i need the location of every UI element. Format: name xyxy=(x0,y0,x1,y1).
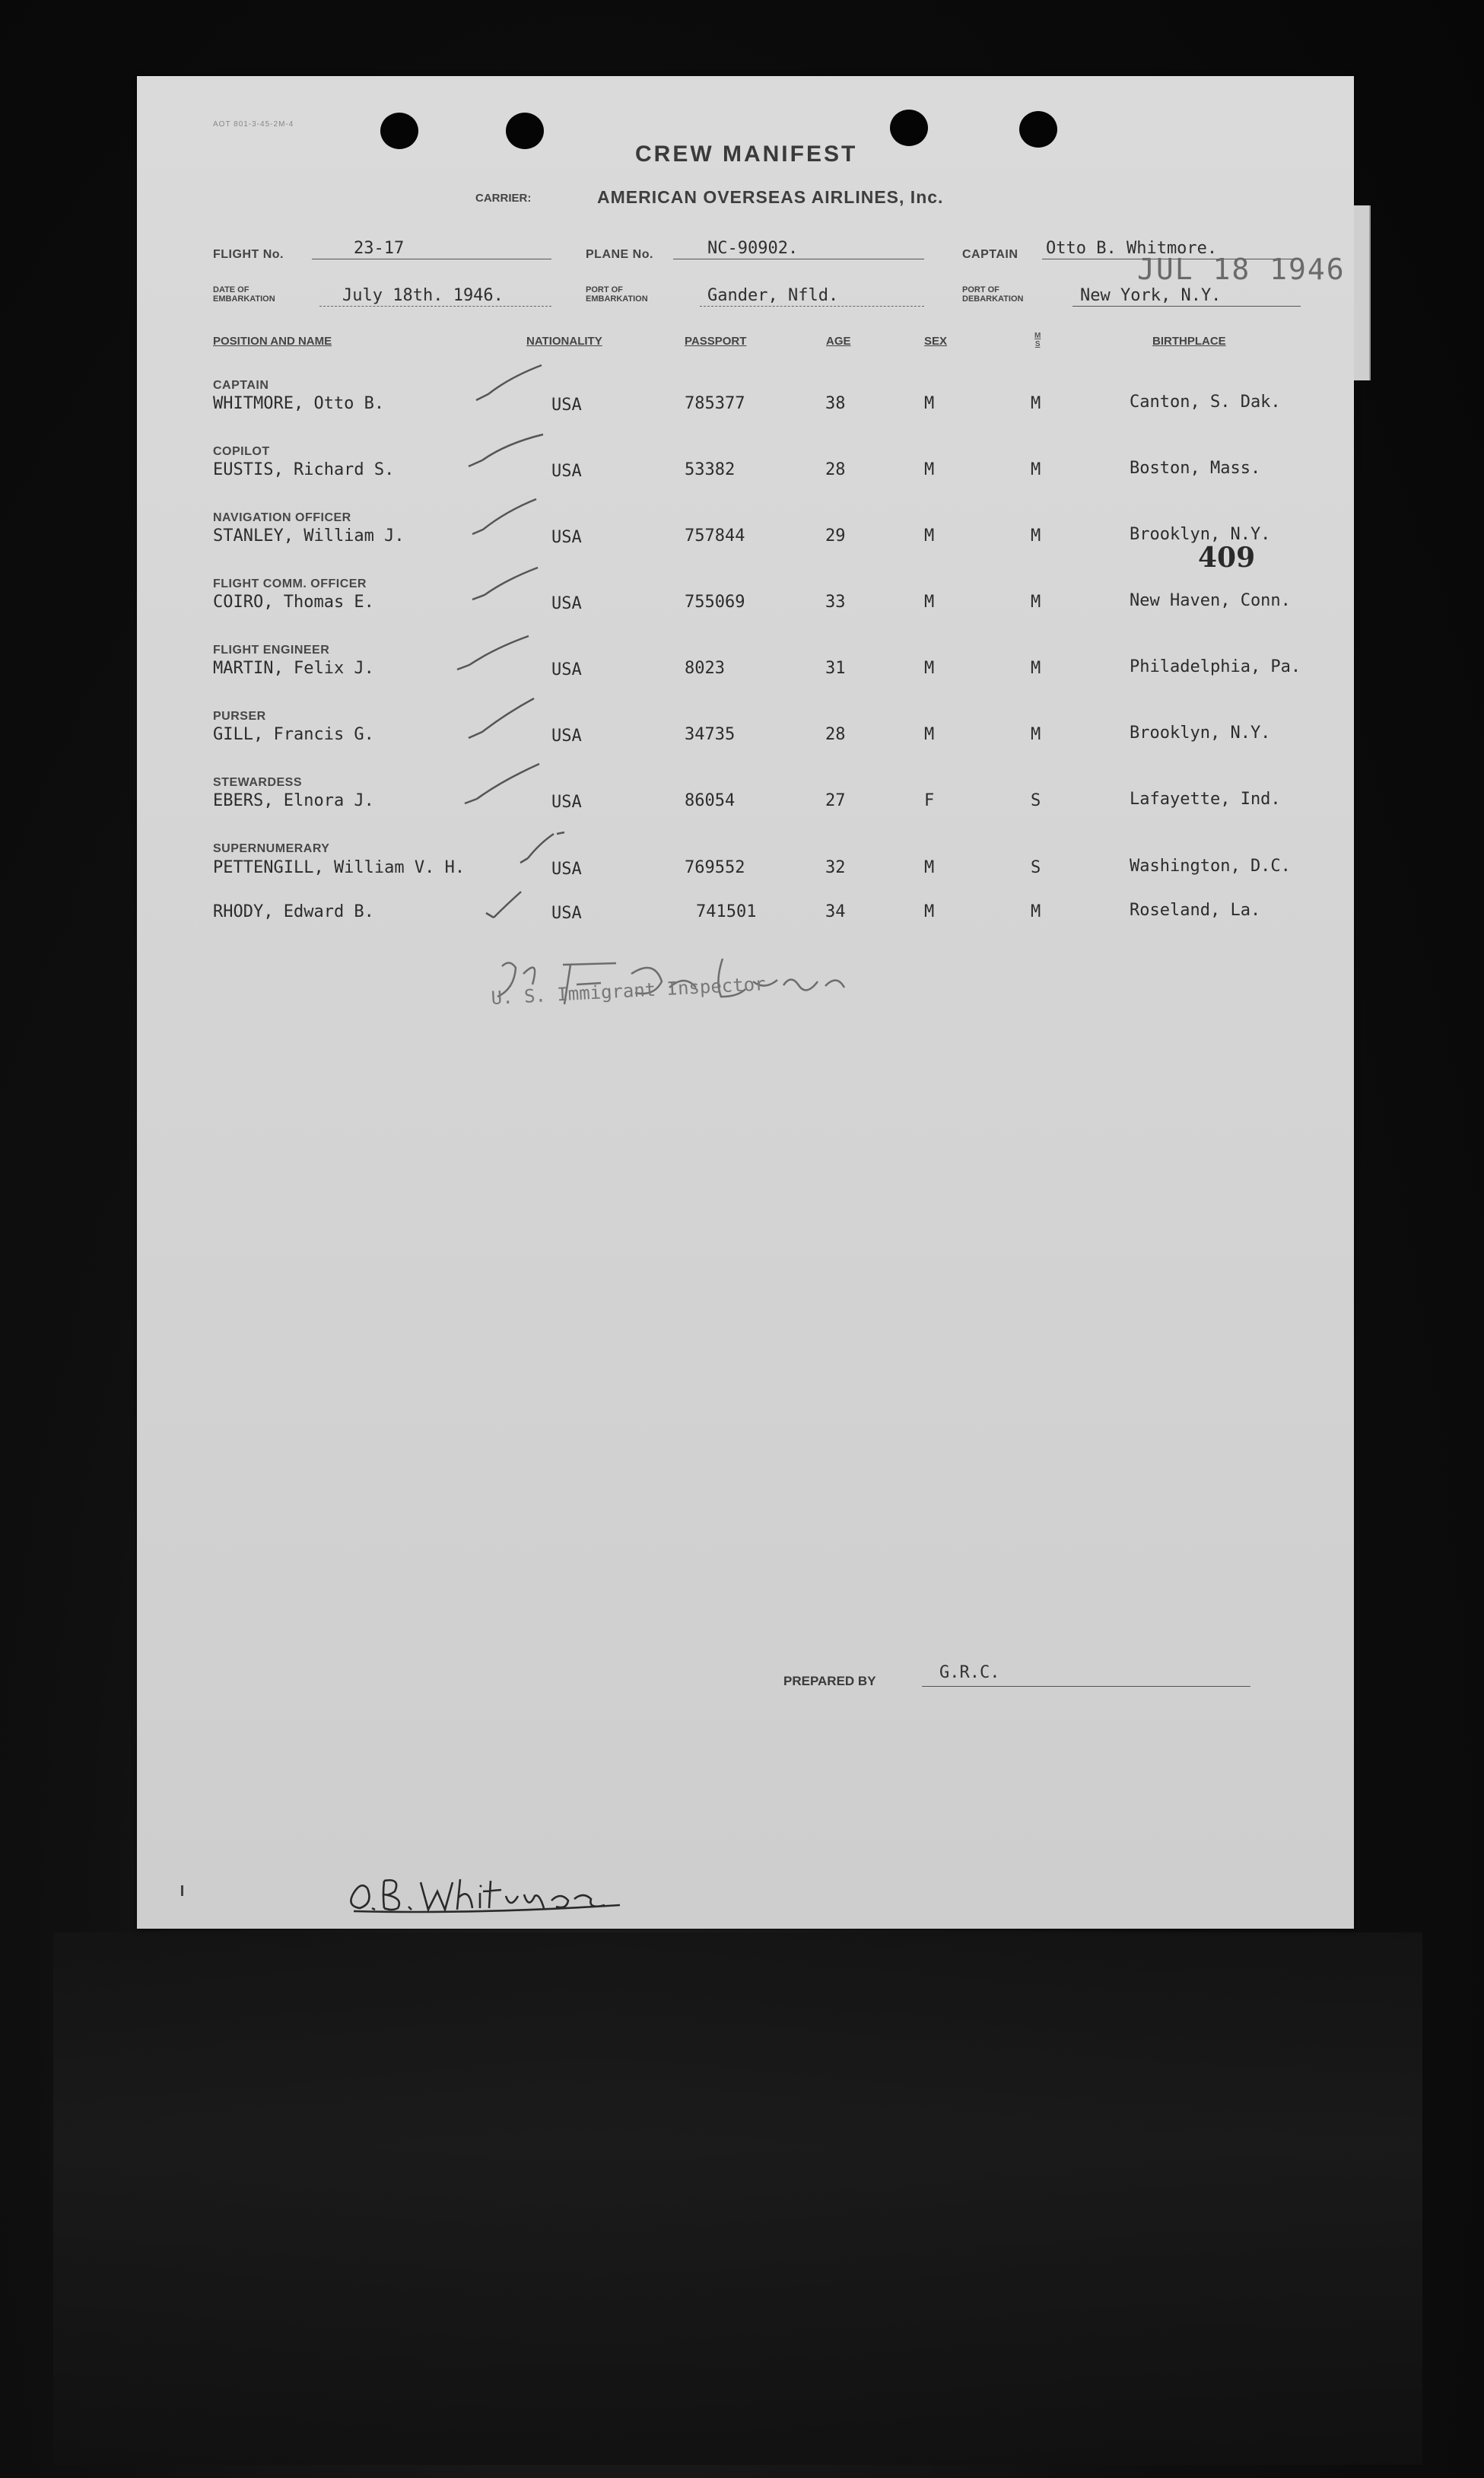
carrier-label: CARRIER: xyxy=(475,192,532,205)
crew-sex: M xyxy=(924,902,935,921)
crew-marital-status: M xyxy=(1031,593,1041,612)
captain-signature xyxy=(338,1864,628,1925)
crew-sex: M xyxy=(924,526,935,546)
crew-passport: 34735 xyxy=(685,725,736,744)
scan-lower-shadow xyxy=(53,1932,1422,2465)
crew-age: 33 xyxy=(825,593,846,612)
crew-marital-status: M xyxy=(1031,902,1041,921)
crew-passport: 86054 xyxy=(685,791,736,810)
crew-name: EUSTIS, Richard S. xyxy=(213,460,395,479)
col-birthplace: BIRTHPLACE xyxy=(1152,335,1226,348)
document-title: CREW MANIFEST xyxy=(635,142,858,167)
crew-nationality: USA xyxy=(551,904,582,923)
crew-marital-status: M xyxy=(1031,526,1041,546)
folio-number: 409 xyxy=(1198,542,1256,574)
crew-nationality: USA xyxy=(551,860,582,879)
port-debarkation-label: PORT OF DEBARKATION xyxy=(962,285,1024,304)
prepared-by-label: PREPARED BY xyxy=(783,1674,876,1688)
punch-hole-1 xyxy=(380,113,418,149)
check-mark-icon xyxy=(483,887,529,925)
crew-marital-status: S xyxy=(1031,858,1041,877)
flight-no-value: 23-17 xyxy=(354,239,405,258)
crew-birthplace: Brooklyn, N.Y. xyxy=(1130,525,1271,544)
date-stamp: JUL 18 1946 xyxy=(1137,253,1346,286)
crew-name: PETTENGILL, William V. H. xyxy=(213,858,466,877)
crew-passport: 8023 xyxy=(685,659,725,678)
prepared-by-value: G.R.C. xyxy=(939,1663,1000,1682)
manifest-page xyxy=(137,76,1354,1929)
crew-sex: M xyxy=(924,659,935,678)
crew-birthplace: Boston, Mass. xyxy=(1130,459,1261,478)
crew-role: SUPERNUMERARY xyxy=(213,842,330,855)
crew-birthplace: Roseland, La. xyxy=(1130,901,1261,920)
crew-role: NAVIGATION OFFICER xyxy=(213,511,351,524)
crew-nationality: USA xyxy=(551,396,582,415)
crew-passport: 757844 xyxy=(685,526,745,546)
col-sex: SEX xyxy=(924,335,948,348)
crew-age: 34 xyxy=(825,902,846,921)
crew-role: FLIGHT ENGINEER xyxy=(213,644,330,657)
captain-value: Otto B. Whitmore. xyxy=(1046,239,1218,258)
page-edge-tab xyxy=(1354,205,1371,380)
crew-age: 38 xyxy=(825,394,846,413)
crew-role: FLIGHT COMM. OFFICER xyxy=(213,577,367,590)
crew-age: 27 xyxy=(825,791,846,810)
crew-passport: 785377 xyxy=(685,394,745,413)
crew-birthplace: Washington, D.C. xyxy=(1130,857,1291,876)
crew-passport: 741501 xyxy=(696,902,757,921)
crew-nationality: USA xyxy=(551,462,582,481)
captain-label: CAPTAIN xyxy=(962,248,1018,261)
check-mark-icon xyxy=(464,430,548,476)
crew-nationality: USA xyxy=(551,528,582,547)
crew-marital-status: M xyxy=(1031,659,1041,678)
col-marital-status: M S xyxy=(1034,332,1041,348)
crew-birthplace: Philadelphia, Pa. xyxy=(1130,657,1301,676)
crew-passport: 53382 xyxy=(685,460,736,479)
crew-name: RHODY, Edward B. xyxy=(213,902,374,921)
prepared-by-line xyxy=(922,1686,1250,1687)
col-age: AGE xyxy=(826,335,851,348)
port-debarkation-value: New York, N.Y. xyxy=(1080,286,1222,305)
check-mark-icon xyxy=(453,631,536,677)
flight-no-label: FLIGHT No. xyxy=(213,248,284,261)
plane-no-label: PLANE No. xyxy=(586,248,653,261)
crew-age: 31 xyxy=(825,659,846,678)
crew-sex: M xyxy=(924,460,935,479)
port-embarkation-value: Gander, Nfld. xyxy=(707,286,839,305)
crew-role: PURSER xyxy=(213,710,266,723)
date-line xyxy=(319,306,551,307)
crew-sex: M xyxy=(924,725,935,744)
crew-marital-status: M xyxy=(1031,460,1041,479)
crew-nationality: USA xyxy=(551,793,582,812)
crew-name: MARTIN, Felix J. xyxy=(213,659,374,678)
crew-age: 32 xyxy=(825,858,846,877)
crew-marital-status: M xyxy=(1031,394,1041,413)
crew-marital-status: S xyxy=(1031,791,1041,810)
port-embarkation-line xyxy=(700,306,924,307)
crew-role: CAPTAIN xyxy=(213,379,269,392)
port-embarkation-label: PORT OF EMBARKATION xyxy=(586,285,648,304)
crew-passport: 755069 xyxy=(685,593,745,612)
form-code: AOT 801-3-45-2M-4 xyxy=(213,120,294,129)
crew-birthplace: New Haven, Conn. xyxy=(1130,591,1291,610)
crew-role: COPILOT xyxy=(213,445,270,458)
check-mark-icon xyxy=(468,563,544,609)
punch-hole-4 xyxy=(1019,111,1057,148)
inspector-title: U. S. Immigrant Inspector xyxy=(491,973,767,1009)
col-passport: PASSPORT xyxy=(685,335,747,348)
punch-hole-3 xyxy=(890,110,928,146)
crew-name: GILL, Francis G. xyxy=(213,725,374,744)
crew-name: WHITMORE, Otto B. xyxy=(213,394,385,413)
crew-sex: M xyxy=(924,858,935,877)
crew-nationality: USA xyxy=(551,660,582,679)
port-debarkation-line xyxy=(1072,306,1301,307)
crew-birthplace: Lafayette, Ind. xyxy=(1130,790,1281,809)
crew-birthplace: Canton, S. Dak. xyxy=(1130,393,1281,412)
crew-marital-status: M xyxy=(1031,725,1041,744)
col-position: POSITION AND NAME xyxy=(213,335,332,348)
crew-age: 28 xyxy=(825,725,846,744)
crew-sex: F xyxy=(924,791,935,810)
check-mark-icon xyxy=(472,362,548,408)
date-label: DATE OF EMBARKATION xyxy=(213,285,275,304)
punch-hole-2 xyxy=(506,113,544,149)
carrier-name: AMERICAN OVERSEAS AIRLINES, Inc. xyxy=(597,187,944,207)
crew-name: STANLEY, William J. xyxy=(213,526,405,546)
crew-name: EBERS, Elnora J. xyxy=(213,791,374,810)
crew-role: STEWARDESS xyxy=(213,776,303,789)
crew-sex: M xyxy=(924,394,935,413)
crew-birthplace: Brooklyn, N.Y. xyxy=(1130,724,1271,743)
crew-nationality: USA xyxy=(551,727,582,746)
col-nationality: NATIONALITY xyxy=(526,335,602,348)
crew-age: 29 xyxy=(825,526,846,546)
date-value: July 18th. 1946. xyxy=(342,286,504,305)
plane-no-value: NC-90902. xyxy=(707,239,799,258)
check-mark-icon xyxy=(460,759,544,813)
check-mark-icon xyxy=(468,496,544,542)
crew-nationality: USA xyxy=(551,594,582,613)
crew-age: 28 xyxy=(825,460,846,479)
crew-passport: 769552 xyxy=(685,858,745,877)
check-mark-icon xyxy=(464,694,540,747)
crew-sex: M xyxy=(924,593,935,612)
crew-name: COIRO, Thomas E. xyxy=(213,593,374,612)
margin-mark xyxy=(181,1885,183,1896)
